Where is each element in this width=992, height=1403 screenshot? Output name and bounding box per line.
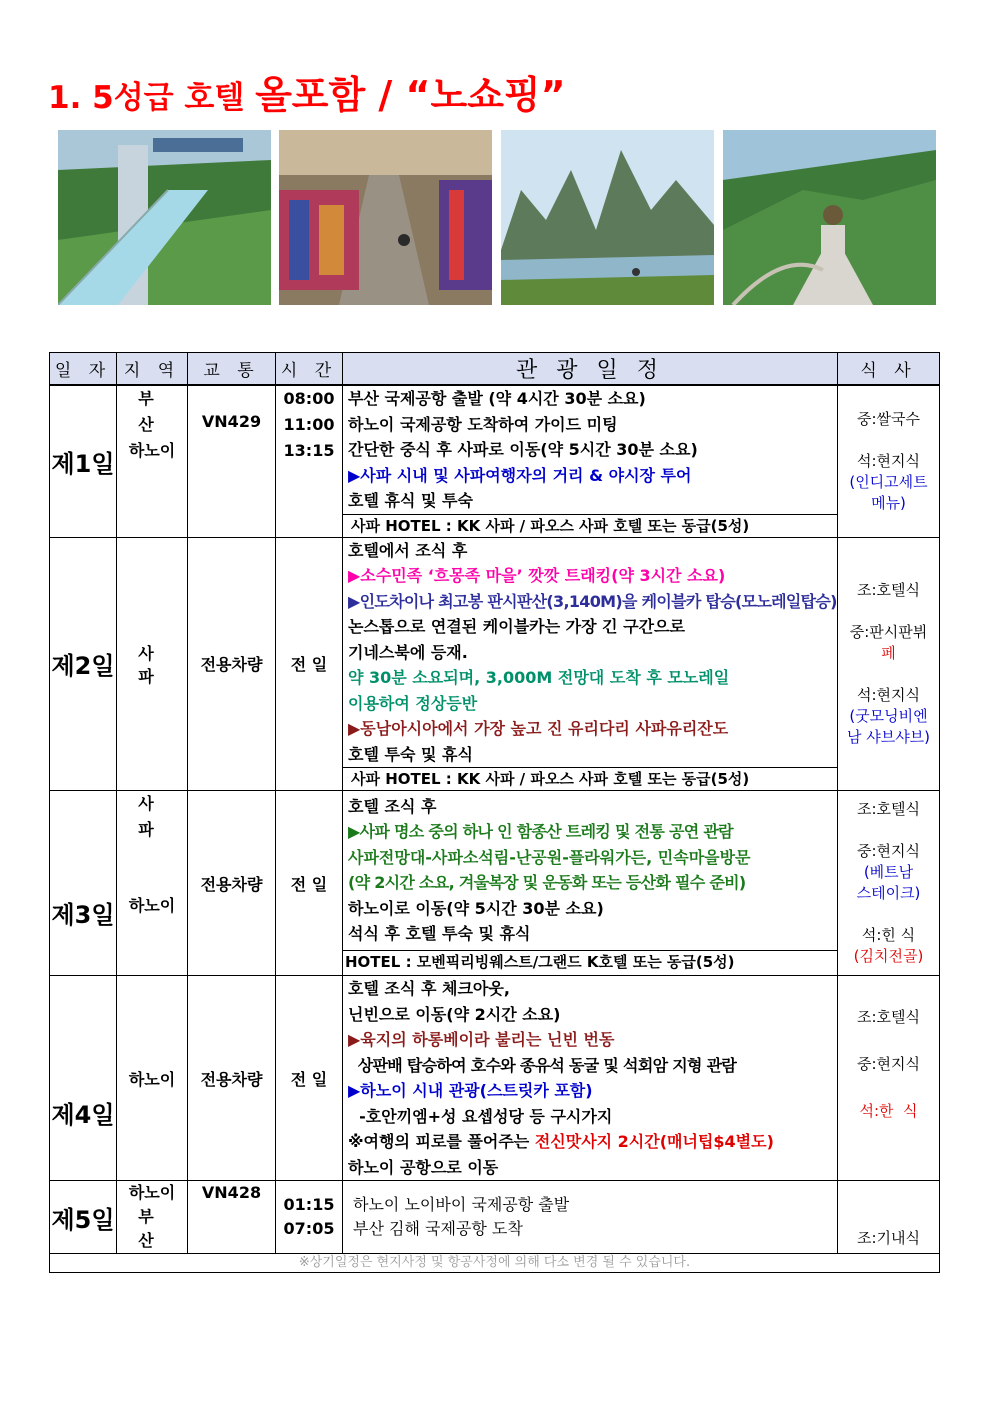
massage-note: ※여행의 피로를 풀어주는 — [348, 1132, 535, 1151]
table-header-row — [50, 353, 940, 386]
plan-cell — [343, 537, 838, 791]
meal-text — [838, 904, 939, 925]
river-karst-photo — [501, 130, 714, 305]
table-row — [50, 537, 940, 791]
transport-cell: 전용차량 — [188, 537, 276, 791]
header-meal: 식 사 — [838, 353, 940, 386]
meal-text: 중:현지식 — [856, 1055, 920, 1073]
meal-text: 메뉴) — [871, 493, 906, 512]
meal-text: 중:판시판뷔 — [849, 622, 928, 641]
plan-line: ▶육지의 하롱베이라 불리는 닌빈 번동 — [348, 1030, 615, 1049]
time-text: 13:15 — [283, 441, 335, 460]
meal-text: (굿모닝비엔 — [849, 706, 928, 725]
plan-line: 약 30분 소요되며, 3,000M 전망대 도착 후 모노레일 — [348, 668, 730, 687]
region-text: 하노이 — [117, 976, 188, 1181]
time-cell — [276, 1181, 343, 1254]
meal-text: (베트남 — [863, 863, 914, 881]
plan-line — [343, 1129, 837, 1155]
plan-line: 닌빈으로 이동(약 2시간 소요) — [348, 1004, 561, 1024]
meal-text — [838, 601, 939, 622]
day-label: 제1일 — [50, 385, 117, 537]
day-label: 제4일 — [50, 976, 117, 1181]
plan-line: ▶동남아시아에서 가장 높고 진 유리다리 사파유리잔도 — [348, 719, 729, 738]
meal-text — [838, 820, 939, 841]
plan-line: 이용하여 정상등반 — [348, 693, 478, 713]
header-region: 지 역 — [117, 353, 188, 386]
plan-line: -호안끼엠+성 요셉성당 등 구시가지 — [348, 1106, 613, 1126]
region-cell — [117, 791, 188, 976]
day-label: 제2일 — [50, 537, 117, 791]
meal-text: (인디고세트 — [849, 472, 928, 491]
region-text: 사 파 — [138, 794, 166, 839]
time-text: 전 일 — [276, 791, 343, 976]
plan-line: (약 2시간 소요, 겨울복장 및 운동화 또는 등산화 필수 준비) — [348, 873, 746, 892]
plan-line: 호텔 투숙 및 휴식 — [348, 744, 473, 764]
plan-line: 부산 김해 국제공항 도착 — [353, 1219, 523, 1238]
time-text: 전 일 — [276, 537, 343, 791]
meal-text — [838, 430, 939, 451]
header-date: 일 자 — [50, 353, 117, 386]
time-text: 07:05 — [283, 1219, 335, 1238]
meal-cell — [838, 385, 940, 537]
plan-cell — [343, 1181, 838, 1254]
region-cell — [117, 385, 188, 537]
note-row — [50, 1254, 940, 1273]
hotel-line: HOTEL : 모벤픽리빙웨스트/그랜드 K호텔 또는 동급(5성) — [343, 950, 837, 973]
table-row — [50, 385, 940, 537]
plan-line: 부산 국제공항 출발 (약 4시간 30분 소요) — [348, 389, 646, 408]
footnote: ※상기일정은 현지사정 및 항공사정에 의해 다소 변경 될 수 있습니다. — [50, 1254, 940, 1273]
plan-line: 하노이로 이동(약 5시간 30분 소요) — [348, 898, 604, 918]
day-label: 제5일 — [50, 1181, 117, 1254]
plan-line: 호텔 조식 후 체크아웃, — [348, 979, 510, 998]
plan-line: ▶사파 시내 및 사파여행자의 거리 & 야시장 투어 — [348, 465, 692, 485]
meal-text: 중:현지식 — [856, 842, 920, 860]
hotel-line: 사파 HOTEL : KK 사파 / 파오스 사파 호텔 또는 동급(5성) — [343, 767, 837, 790]
plan-line: ▶소수민족 ‘흐몽족 마을’ 깟깟 트래킹(약 3시간 소요) — [348, 566, 726, 585]
region-text: 하노이 — [128, 441, 176, 460]
massage-highlight: 전신맛사지 2시간(매너팁$4별도) — [534, 1132, 774, 1151]
region-text: 부 산 — [138, 1207, 166, 1250]
table-row — [50, 1181, 940, 1254]
header-itinerary: 관 광 일 정 — [343, 353, 838, 386]
plan-line: 하노이 국제공항 도착하여 가이드 미팅 — [348, 414, 618, 434]
region-text: 하노이 — [128, 896, 176, 915]
plan-cell — [343, 385, 838, 537]
mountain-statue-photo — [723, 130, 936, 305]
glass-bridge-photo — [58, 130, 271, 305]
meal-text: 페 — [881, 643, 896, 662]
meal-text: 조:호텔식 — [856, 800, 920, 818]
plan-line: 하노이 공항으로 이동 — [348, 1157, 499, 1177]
transport-cell: VN428 — [188, 1181, 276, 1254]
meal-text: 중:쌀국수 — [856, 409, 920, 428]
plan-line: 하노이 노이바이 국제공항 출발 — [353, 1195, 570, 1214]
time-text: 01:15 — [283, 1195, 335, 1214]
plan-line: ▶인도차이나 최고봉 판시판산(3,140M)을 케이블카 탑승(모노레일탑승) — [348, 591, 837, 611]
plan-line: 논스톱으로 연결된 케이블카는 가장 긴 구간으로 — [348, 617, 685, 636]
meal-cell — [838, 791, 940, 976]
meal-cell — [838, 537, 940, 791]
page-title: 1. 5성급 호텔 올포함 / “노쇼핑” — [48, 73, 566, 117]
meal-text: 조:호텔식 — [856, 1008, 920, 1026]
day-label: 제3일 — [50, 791, 117, 976]
meal-text: (김치전골) — [853, 947, 924, 965]
market-stairs-photo — [279, 130, 492, 305]
table-row — [50, 791, 940, 976]
plan-cell — [343, 791, 838, 976]
meal-text: 스테이크) — [856, 884, 921, 902]
region-text — [117, 843, 187, 869]
plan-line: 기네스북에 등재. — [348, 642, 468, 662]
meal-text: 조:호텔식 — [856, 580, 920, 599]
header-time: 시 간 — [276, 353, 343, 386]
plan-line: 석식 후 호텔 투숙 및 휴식 — [348, 924, 531, 943]
meal-text: 석:힌 식 — [861, 926, 916, 944]
region-text: 부 산 — [138, 389, 166, 434]
time-cell — [276, 385, 343, 537]
time-text: 전 일 — [276, 976, 343, 1181]
time-text: 11:00 — [283, 415, 335, 434]
header-transport: 교 통 — [188, 353, 276, 386]
region-cell — [117, 1181, 188, 1254]
meal-text — [838, 664, 939, 685]
plan-line: 간단한 중식 후 사파로 이동(약 5시간 30분 소요) — [348, 440, 698, 459]
transport-cell: 전용차량 — [188, 976, 276, 1181]
plan-line: ▶사파 명소 중의 하나 인 함종산 트레킹 및 전통 공연 관람 — [348, 822, 733, 841]
plan-cell — [343, 976, 838, 1181]
region-text: 사 파 — [117, 537, 188, 791]
time-text: 08:00 — [283, 389, 335, 408]
transport-cell: 전용차량 — [188, 791, 276, 976]
meal-text: 석:현지식 — [856, 685, 920, 704]
plan-line: ▶하노이 시내 관광(스트릿카 포함) — [348, 1081, 593, 1100]
region-text: 하노이 — [128, 1183, 176, 1202]
meal-text: 석:현지식 — [856, 451, 920, 470]
transport-cell: VN429 — [188, 385, 276, 537]
itinerary-table — [49, 352, 940, 1273]
table-row — [50, 976, 940, 1181]
plan-line: 상판배 탑승하여 호수와 종유석 동굴 및 석회암 지형 관람 — [348, 1055, 737, 1075]
hotel-line: 사파 HOTEL : KK 사파 / 파오스 사파 호텔 또는 동급(5성) — [343, 514, 837, 537]
plan-line: 호텔에서 조식 후 — [348, 540, 468, 560]
meal-text: 조:기내식 — [856, 1229, 920, 1247]
plan-line: 사파전망대-사파소석림-난공원-플라워가든, 민속마을방문 — [348, 847, 751, 867]
meal-cell — [838, 976, 940, 1181]
meal-cell — [838, 1181, 940, 1254]
plan-line: 호텔 휴식 및 투숙 — [348, 491, 473, 510]
meal-text: 석:한 식 — [859, 1102, 918, 1120]
meal-text: 남 샤브샤브) — [846, 727, 931, 746]
plan-line: 호텔 조식 후 — [348, 796, 437, 816]
